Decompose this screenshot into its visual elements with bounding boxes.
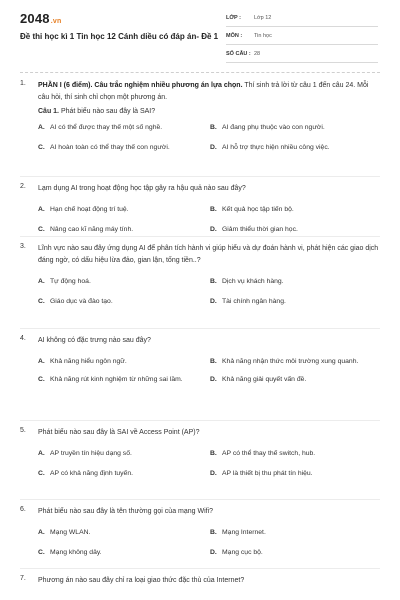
answer-option-a[interactable] bbox=[38, 357, 210, 367]
option-letter: D. bbox=[210, 376, 217, 383]
question-text bbox=[38, 427, 380, 439]
options-grid bbox=[38, 528, 380, 558]
option-text: Tài chính ngân hàng. bbox=[222, 298, 286, 305]
info-row-class bbox=[226, 10, 378, 27]
question-stem: Lạm dụng AI trong hoạt động học tập gây ra hậu quả nào sau đây? bbox=[38, 185, 246, 192]
logo-text: 2048 bbox=[20, 11, 50, 26]
options-grid bbox=[38, 357, 380, 385]
question-separator bbox=[20, 236, 380, 237]
answer-option-d[interactable] bbox=[210, 143, 382, 153]
option-letter: C. bbox=[38, 549, 45, 556]
option-text: AP có khả năng định tuyến. bbox=[50, 470, 134, 477]
option-letter: D. bbox=[210, 470, 217, 477]
question-7 bbox=[20, 575, 380, 587]
option-letter: B. bbox=[210, 358, 217, 365]
info-label: SỐ CÂU : bbox=[226, 51, 251, 57]
answer-option-c[interactable] bbox=[38, 548, 210, 558]
sub-question-label: Câu 1. bbox=[38, 108, 60, 115]
sub-question bbox=[38, 108, 380, 115]
question-1 bbox=[20, 80, 380, 153]
answer-option-c[interactable] bbox=[38, 375, 210, 385]
answer-option-c[interactable] bbox=[38, 297, 210, 307]
question-text bbox=[38, 506, 380, 518]
question-separator bbox=[20, 568, 380, 569]
option-text: Giáo dục và đào tạo. bbox=[50, 298, 113, 305]
option-letter: A. bbox=[38, 124, 45, 131]
logo-suffix: .vn bbox=[50, 18, 62, 25]
answer-option-c[interactable] bbox=[38, 469, 210, 479]
question-number: 5. bbox=[20, 427, 26, 434]
option-letter: C. bbox=[38, 298, 45, 305]
header-divider bbox=[20, 72, 380, 73]
option-letter: D. bbox=[210, 144, 217, 151]
option-letter: D. bbox=[210, 549, 217, 556]
option-letter: C. bbox=[38, 226, 45, 233]
site-logo[interactable] bbox=[20, 11, 61, 26]
question-number: 2. bbox=[20, 183, 26, 190]
options-grid bbox=[38, 123, 380, 153]
question-text bbox=[38, 80, 380, 104]
question-6 bbox=[20, 506, 380, 558]
option-text: AI hỗ trợ thực hiện nhiều công việc. bbox=[222, 144, 330, 151]
question-stem: Lĩnh vực nào sau đây ứng dụng AI để phân tích hành vi giúp hiểu và dự đoán hành vi, phát hiện các giao dịch đáng ngờ, có dấu hiệu lừa đảo, gian lận, tống tiền..? bbox=[38, 245, 379, 264]
option-letter: A. bbox=[38, 206, 45, 213]
question-stem: AI không có đặc trưng nào sau đây? bbox=[38, 337, 151, 344]
option-letter: B. bbox=[210, 450, 217, 457]
answer-option-a[interactable] bbox=[38, 528, 210, 538]
info-value: Lớp 12 bbox=[254, 15, 272, 21]
option-text: Khả năng giải quyết vấn đề. bbox=[222, 376, 307, 383]
answer-option-a[interactable] bbox=[38, 449, 210, 459]
answer-option-d[interactable] bbox=[210, 297, 382, 307]
option-text: AP có thể thay thế switch, hub. bbox=[222, 450, 316, 457]
question-text bbox=[38, 575, 380, 587]
option-text: AP là thiết bị thu phát tín hiệu. bbox=[222, 470, 313, 477]
option-text: AI đang phụ thuộc vào con người. bbox=[222, 124, 325, 131]
option-text: Kết quả học tập tiến bộ. bbox=[222, 206, 294, 213]
option-letter: C. bbox=[38, 470, 45, 477]
answer-option-d[interactable] bbox=[210, 375, 382, 385]
option-letter: B. bbox=[210, 206, 217, 213]
question-number: 3. bbox=[20, 243, 26, 250]
info-value: Tin học bbox=[254, 33, 272, 39]
question-separator bbox=[20, 328, 380, 329]
option-letter: C. bbox=[38, 144, 45, 151]
option-text: Dịch vụ khách hàng. bbox=[222, 278, 284, 285]
question-number: 7. bbox=[20, 575, 26, 582]
question-text bbox=[38, 243, 380, 267]
question-separator bbox=[20, 176, 380, 177]
question-stem: Phương án nào sau đây chỉ ra loại giao thức đặc thù của Internet? bbox=[38, 577, 245, 584]
option-text: Mạng WLAN. bbox=[50, 529, 91, 536]
exam-header bbox=[0, 0, 400, 70]
answer-option-b[interactable] bbox=[210, 449, 382, 459]
option-letter: A. bbox=[38, 358, 45, 365]
answer-option-b[interactable] bbox=[210, 277, 382, 287]
question-stem: Thí sinh trả lời từ câu 1 đến câu 24. Mỗi câu hỏi, thí sinh chỉ chọn một phương án. bbox=[38, 82, 369, 101]
option-letter: D. bbox=[210, 298, 217, 305]
option-letter: A. bbox=[38, 278, 45, 285]
option-letter: D. bbox=[210, 226, 217, 233]
question-number: 4. bbox=[20, 335, 26, 342]
answer-option-d[interactable] bbox=[210, 548, 382, 558]
answer-option-c[interactable] bbox=[38, 143, 210, 153]
option-letter: B. bbox=[210, 529, 217, 536]
info-row-subject bbox=[226, 28, 378, 45]
question-4 bbox=[20, 335, 380, 385]
answer-option-c[interactable] bbox=[38, 225, 210, 235]
option-text: AP truyền tín hiệu dạng số. bbox=[50, 450, 132, 457]
question-number: 6. bbox=[20, 506, 26, 513]
question-stem: Phát biểu nào sau đây là SAI về Access Point (AP)? bbox=[38, 429, 200, 436]
option-letter: A. bbox=[38, 529, 45, 536]
option-letter: A. bbox=[38, 450, 45, 457]
option-text: Giảm thiểu thời gian học. bbox=[222, 226, 298, 233]
question-stem: Phát biểu nào sau đây là tên thường gọi của mạng Wifi? bbox=[38, 508, 214, 515]
question-number: 1. bbox=[20, 80, 26, 87]
answer-option-d[interactable] bbox=[210, 469, 382, 479]
option-letter: C. bbox=[38, 376, 45, 383]
answer-option-a[interactable] bbox=[38, 205, 210, 215]
info-value: 28 bbox=[254, 51, 261, 57]
option-text: Khả năng rút kinh nghiệm từ những sai lầm. bbox=[50, 376, 183, 383]
answer-option-d[interactable] bbox=[210, 225, 382, 235]
answer-option-b[interactable] bbox=[210, 205, 382, 215]
exam-title: Đề thi học kì 1 Tin học 12 Cánh diều có đáp án- Đề 1 bbox=[20, 32, 219, 41]
answer-option-b[interactable] bbox=[210, 357, 382, 367]
options-grid bbox=[38, 277, 380, 307]
question-text bbox=[38, 335, 380, 347]
answer-option-b[interactable] bbox=[210, 528, 382, 538]
info-row-count bbox=[226, 46, 378, 63]
option-text: Mạng cục bộ. bbox=[222, 549, 263, 556]
option-text: Mạng không dây. bbox=[50, 549, 102, 556]
answer-option-b[interactable] bbox=[210, 123, 382, 133]
question-5 bbox=[20, 427, 380, 479]
answer-option-a[interactable] bbox=[38, 123, 210, 133]
question-3 bbox=[20, 243, 380, 307]
answer-option-a[interactable] bbox=[38, 277, 210, 287]
option-text: Hạn chế hoạt động trí tuệ. bbox=[50, 206, 129, 213]
options-grid bbox=[38, 449, 380, 479]
option-text: Khả năng hiểu ngôn ngữ. bbox=[50, 358, 127, 365]
option-text: AI hoàn toàn có thể thay thế con người. bbox=[50, 144, 170, 151]
part-heading: PHẦN I (6 điểm). Câu trắc nghiệm nhiều phương án lựa chọn. bbox=[38, 82, 243, 89]
options-grid bbox=[38, 205, 380, 235]
info-label: MÔN : bbox=[226, 33, 243, 39]
option-text: Tự động hoá. bbox=[50, 278, 91, 285]
option-letter: B. bbox=[210, 278, 217, 285]
option-text: Nâng cao kĩ năng máy tính. bbox=[50, 226, 134, 233]
option-text: Khả năng nhận thức môi trường xung quanh. bbox=[222, 358, 359, 365]
question-separator bbox=[20, 499, 380, 500]
info-label: LỚP : bbox=[226, 15, 241, 21]
exam-info-box bbox=[226, 10, 378, 64]
question-2 bbox=[20, 183, 380, 235]
question-separator bbox=[20, 420, 380, 421]
option-text: AI có thể được thay thế một số nghề. bbox=[50, 124, 163, 131]
option-letter: B. bbox=[210, 124, 217, 131]
option-text: Mạng Internet. bbox=[222, 529, 266, 536]
sub-question-text: Phát biểu nào sau đây là SAI? bbox=[59, 108, 156, 115]
question-text bbox=[38, 183, 380, 195]
